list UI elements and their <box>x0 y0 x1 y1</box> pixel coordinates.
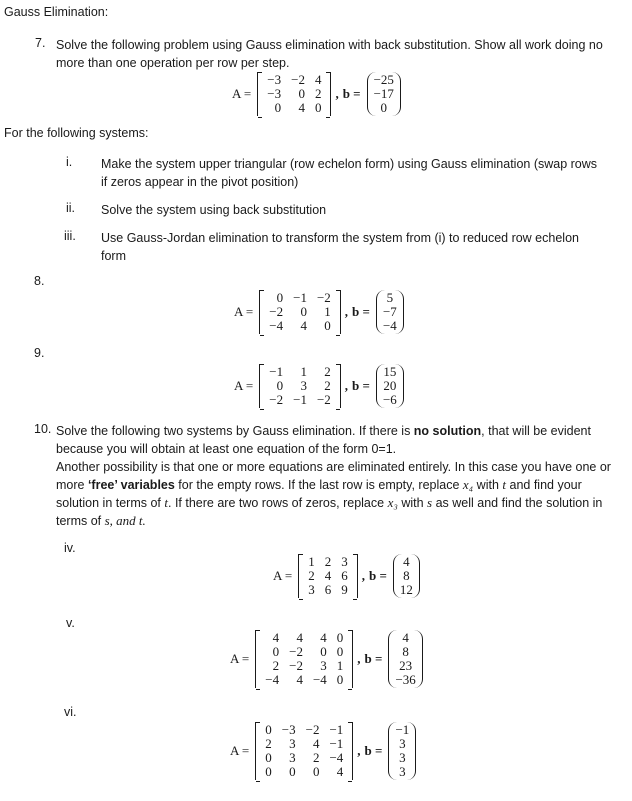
vector-entry: 12 <box>399 582 413 597</box>
a-label: A = <box>230 743 250 758</box>
matrix-cell: −4 <box>312 672 327 687</box>
p10-text-e: with <box>473 478 503 492</box>
matrix-cell: 4 <box>300 318 307 333</box>
p10-t1: t <box>502 477 507 492</box>
matrix-cell: −2 <box>316 290 331 305</box>
p10-x4: x₄ <box>462 477 474 492</box>
matrix-cell: 2 <box>308 568 315 583</box>
vector-entry: 15 <box>383 364 397 379</box>
part-v-equation <box>230 630 423 688</box>
vector-entry: −25 <box>373 72 394 87</box>
matrix-cell: 2 <box>312 750 320 765</box>
matrix-cell: −2 <box>305 722 320 737</box>
page-heading: Gauss Elimination: <box>4 5 109 19</box>
matrix-cell: 2 <box>324 378 331 393</box>
matrix-cell: 4 <box>312 736 320 751</box>
matrix-cell: −3 <box>281 722 296 737</box>
matrix-cell: 0 <box>265 722 272 737</box>
matrix-cell: 2 <box>324 364 331 379</box>
p10-text-c: Another possibility is that one or more equations are eliminated entirely. In this case you have one or more <box>56 460 611 492</box>
problem-10-text <box>56 422 616 530</box>
matrix-cell: 2 <box>265 736 272 751</box>
comma: , <box>361 568 366 583</box>
matrix-cell: 0 <box>265 764 272 779</box>
p10-text-b: , that will be evident because you will obtain at least one equation of the form 0=1. <box>56 424 591 456</box>
vector-entry: 20 <box>383 378 397 393</box>
step-ii-number: ii. <box>66 201 76 215</box>
matrix-cell: 3 <box>289 736 296 751</box>
matrix-cell: −1 <box>293 290 307 305</box>
part-v-label: v. <box>66 616 75 630</box>
b-label: b = <box>342 86 361 101</box>
problem-8-equation <box>234 290 404 334</box>
p10-text-i: as well and find the solution in terms of <box>56 496 603 528</box>
matrix-cell: 0 <box>320 644 327 659</box>
p10-s-and-t: s, and t. <box>104 513 146 528</box>
matrix-cell: 2 <box>314 86 322 101</box>
b-label: b = <box>364 651 383 666</box>
step-ii-text: Solve the system using back substitution <box>101 203 327 217</box>
comma: , <box>357 651 361 666</box>
matrix-cell: −3 <box>267 72 282 87</box>
p10-text-f: and find your solution in terms of <box>56 478 582 510</box>
step-iii-number: iii. <box>64 229 76 243</box>
matrix-cell: 1 <box>336 658 344 673</box>
matrix-cell: −1 <box>269 364 284 379</box>
a-label: A = <box>232 86 252 101</box>
p10-t2: t <box>164 495 169 510</box>
p10-text-g: . If there are two rows of zeros, replace <box>168 496 388 510</box>
matrix-cell: 0 <box>272 644 280 659</box>
vector-b <box>388 722 416 780</box>
vector-entry: −17 <box>373 86 394 101</box>
matrix-a <box>257 72 331 116</box>
step-i-number: i. <box>66 155 73 169</box>
matrix-cell: −4 <box>269 318 284 333</box>
matrix-cell: −4 <box>329 750 344 765</box>
p10-no-solution: no solution <box>413 424 482 438</box>
problem-8-number: 8. <box>34 274 45 288</box>
vector-entry: −4 <box>382 318 397 333</box>
p10-s1: s <box>427 495 433 510</box>
vector-entry: 23 <box>399 658 413 673</box>
vector-b <box>367 72 401 116</box>
vector-entry: 0 <box>380 100 388 115</box>
matrix-cell: 4 <box>336 764 344 779</box>
matrix-cell: −2 <box>289 644 303 659</box>
matrix-cell: −1 <box>329 736 344 751</box>
vector-entry: 3 <box>399 764 406 779</box>
matrix-cell: 6 <box>324 582 332 597</box>
matrix-cell: −2 <box>291 72 305 87</box>
matrix-cell: 0 <box>265 750 272 765</box>
vector-entry: 4 <box>403 554 410 569</box>
matrix-cell: 4 <box>296 630 303 645</box>
vector-b <box>388 630 422 688</box>
vector-entry: 4 <box>402 630 409 645</box>
vector-entry: −1 <box>395 722 410 737</box>
matrix-cell: 0 <box>312 764 320 779</box>
problem-9-equation <box>234 364 404 408</box>
problem-9-number: 9. <box>34 346 45 360</box>
matrix-cell: 3 <box>289 750 296 765</box>
matrix-cell: 0 <box>276 290 284 305</box>
p10-text-d: for the empty rows. If the last row is empty, replace <box>174 478 463 492</box>
b-label: b = <box>369 568 387 583</box>
matrix-cell: 1 <box>324 304 331 319</box>
matrix-cell: 0 <box>324 318 331 333</box>
systems-intro: For the following systems: <box>4 126 149 140</box>
vector-b <box>376 290 404 334</box>
p10-free-variables: ‘free’ variables <box>87 478 175 492</box>
matrix-cell: 1 <box>300 364 307 379</box>
problem-10-number: 10. <box>34 422 52 436</box>
a-label: A = <box>234 378 254 393</box>
part-iv-equation <box>273 554 420 598</box>
comma: , <box>357 743 361 758</box>
matrix-cell: 6 <box>341 568 348 583</box>
matrix-cell: 0 <box>289 764 296 779</box>
b-label: b = <box>352 378 370 393</box>
b-label: b = <box>352 304 370 319</box>
a-label: A = <box>234 304 254 319</box>
matrix-cell: 3 <box>341 554 348 569</box>
matrix-a <box>259 290 341 334</box>
matrix-cell: 4 <box>320 630 327 645</box>
matrix-cell: −1 <box>329 722 344 737</box>
part-iv-label: iv. <box>64 541 76 555</box>
problem-7-text: Solve the following problem using Gauss elimination with back substitution. Show all work doing no more than one operation per row per step. <box>56 38 603 70</box>
matrix-cell: 0 <box>336 630 344 645</box>
matrix-cell: −2 <box>269 304 284 319</box>
matrix-cell: 2 <box>324 554 332 569</box>
matrix-cell: −4 <box>265 672 280 687</box>
a-label: A = <box>273 568 293 583</box>
matrix-cell: 3 <box>300 378 307 393</box>
p10-text-a: Solve the following two systems by Gauss elimination. If there is <box>56 424 414 438</box>
matrix-cell: 3 <box>308 582 315 597</box>
vector-entry: 5 <box>386 290 394 305</box>
matrix-cell: 0 <box>300 304 307 319</box>
matrix-cell: 0 <box>274 100 282 115</box>
matrix-cell: 4 <box>296 672 303 687</box>
matrix-cell: 0 <box>298 86 305 101</box>
matrix-cell: 0 <box>336 644 344 659</box>
part-vi-label: vi. <box>64 705 77 719</box>
vector-entry: 8 <box>403 568 410 583</box>
matrix-cell: −1 <box>293 392 307 407</box>
matrix-cell: −2 <box>316 392 331 407</box>
matrix-cell: 1 <box>308 554 315 569</box>
matrix-cell: 4 <box>314 72 322 87</box>
matrix-cell: 2 <box>272 658 280 673</box>
comma: , <box>344 378 349 393</box>
problem-7-number: 7. <box>35 36 46 50</box>
step-i-text: Make the system upper triangular (row echelon form) using Gauss elimination (swap rows if zeros appear in the pivot position) <box>101 157 598 189</box>
vector-entry: 8 <box>402 644 409 659</box>
matrix-a <box>255 722 353 780</box>
vector-entry: −36 <box>395 672 416 687</box>
a-label: A = <box>230 651 250 666</box>
matrix-cell: 9 <box>341 582 348 597</box>
problem-7-equation <box>232 72 401 116</box>
vector-entry: 3 <box>399 750 406 765</box>
vector-entry: −6 <box>382 392 397 407</box>
matrix-cell: −3 <box>267 86 282 101</box>
vector-b <box>393 554 420 598</box>
matrix-cell: 4 <box>324 568 332 583</box>
matrix-cell: 0 <box>314 100 322 115</box>
p10-x3: x₃ <box>387 495 398 510</box>
vector-b <box>376 364 404 408</box>
matrix-cell: 4 <box>272 630 280 645</box>
p10-text-h: with <box>397 496 428 510</box>
b-label: b = <box>364 743 383 758</box>
comma: , <box>335 86 339 101</box>
matrix-a <box>255 630 353 688</box>
matrix-a <box>298 554 358 598</box>
matrix-cell: 0 <box>336 672 344 687</box>
vector-entry: −7 <box>382 304 397 319</box>
matrix-cell: 4 <box>298 100 305 115</box>
matrix-cell: 3 <box>320 658 327 673</box>
step-iii-text: Use Gauss-Jordan elimination to transform the system from (i) to reduced row echelon form <box>101 231 579 263</box>
matrix-cell: −2 <box>289 658 303 673</box>
comma: , <box>344 304 349 319</box>
matrix-cell: 0 <box>276 378 284 393</box>
part-vi-equation <box>230 722 416 780</box>
vector-entry: 3 <box>399 736 406 751</box>
matrix-a <box>259 364 341 408</box>
matrix-cell: −2 <box>269 392 284 407</box>
